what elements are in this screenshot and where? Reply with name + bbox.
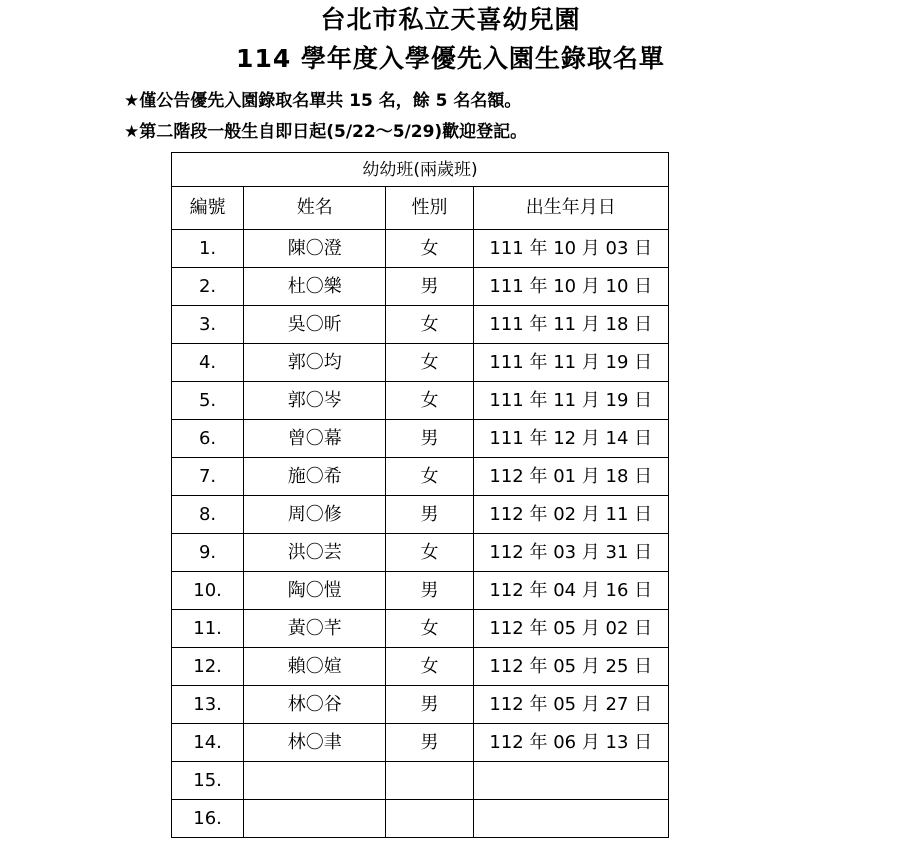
cell-birthdate: 112 年 05 月 27 日 — [473, 686, 668, 724]
cell-gender: 男 — [386, 420, 473, 458]
table-header-row — [172, 187, 669, 230]
table-row — [172, 420, 669, 458]
notice-registration: ★第二階段一般生自即日起(5/22～5/29)歡迎登記。 — [124, 122, 528, 142]
cell-number: 12. — [172, 648, 244, 686]
table-row — [172, 230, 669, 268]
cell-name — [244, 762, 386, 800]
cell-birthdate: 112 年 05 月 02 日 — [473, 610, 668, 648]
table-row — [172, 382, 669, 420]
cell-name: 吳〇昕 — [244, 306, 386, 344]
cell-birthdate: 112 年 02 月 11 日 — [473, 496, 668, 534]
cell-gender: 女 — [386, 648, 473, 686]
cell-number: 1. — [172, 230, 244, 268]
header-birthdate: 出生年月日 — [473, 187, 668, 230]
table-row — [172, 306, 669, 344]
cell-gender: 女 — [386, 534, 473, 572]
admission-table — [171, 152, 669, 838]
cell-number: 11. — [172, 610, 244, 648]
header-name: 姓名 — [244, 187, 386, 230]
notice-quota: ★僅公告優先入園錄取名單共 15 名，餘 5 名名額。 — [124, 91, 522, 111]
header-gender: 性別 — [386, 187, 473, 230]
page-subtitle: 114 學年度入學優先入園生錄取名單 — [236, 44, 665, 73]
cell-gender: 男 — [386, 724, 473, 762]
table-row — [172, 724, 669, 762]
cell-birthdate: 112 年 05 月 25 日 — [473, 648, 668, 686]
cell-gender: 女 — [386, 230, 473, 268]
table-row — [172, 496, 669, 534]
cell-name: 林〇谷 — [244, 686, 386, 724]
cell-birthdate — [473, 762, 668, 800]
table-row — [172, 762, 669, 800]
cell-gender: 女 — [386, 382, 473, 420]
cell-name: 陳〇澄 — [244, 230, 386, 268]
cell-gender: 女 — [386, 458, 473, 496]
cell-number: 4. — [172, 344, 244, 382]
cell-number: 3. — [172, 306, 244, 344]
cell-number: 8. — [172, 496, 244, 534]
cell-name: 杜〇樂 — [244, 268, 386, 306]
table-row — [172, 458, 669, 496]
cell-gender: 女 — [386, 610, 473, 648]
table-row — [172, 800, 669, 838]
header-number: 編號 — [172, 187, 244, 230]
cell-birthdate: 111 年 11 月 19 日 — [473, 344, 668, 382]
cell-gender: 女 — [386, 306, 473, 344]
table-caption-row — [172, 153, 669, 187]
cell-name: 黃〇芊 — [244, 610, 386, 648]
cell-birthdate: 112 年 01 月 18 日 — [473, 458, 668, 496]
cell-number: 5. — [172, 382, 244, 420]
cell-birthdate: 111 年 11 月 18 日 — [473, 306, 668, 344]
cell-number: 16. — [172, 800, 244, 838]
cell-gender: 女 — [386, 344, 473, 382]
cell-number: 2. — [172, 268, 244, 306]
cell-name: 洪〇芸 — [244, 534, 386, 572]
table-row — [172, 344, 669, 382]
table-row — [172, 572, 669, 610]
cell-gender — [386, 800, 473, 838]
cell-birthdate: 112 年 04 月 16 日 — [473, 572, 668, 610]
cell-number: 13. — [172, 686, 244, 724]
cell-birthdate: 111 年 11 月 19 日 — [473, 382, 668, 420]
cell-number: 7. — [172, 458, 244, 496]
table-row — [172, 610, 669, 648]
cell-name: 陶〇愷 — [244, 572, 386, 610]
cell-name: 周〇修 — [244, 496, 386, 534]
cell-name: 林〇聿 — [244, 724, 386, 762]
table-body — [172, 230, 669, 838]
cell-birthdate: 112 年 03 月 31 日 — [473, 534, 668, 572]
page-title: 台北市私立天喜幼兒園 — [320, 5, 581, 34]
cell-number: 10. — [172, 572, 244, 610]
cell-birthdate: 111 年 12 月 14 日 — [473, 420, 668, 458]
cell-gender — [386, 762, 473, 800]
cell-gender: 男 — [386, 686, 473, 724]
cell-gender: 男 — [386, 268, 473, 306]
cell-birthdate: 111 年 10 月 10 日 — [473, 268, 668, 306]
table-row — [172, 686, 669, 724]
table-row — [172, 268, 669, 306]
cell-number: 14. — [172, 724, 244, 762]
cell-birthdate: 111 年 10 月 03 日 — [473, 230, 668, 268]
cell-number: 15. — [172, 762, 244, 800]
cell-birthdate: 112 年 06 月 13 日 — [473, 724, 668, 762]
cell-number: 6. — [172, 420, 244, 458]
cell-name: 郭〇均 — [244, 344, 386, 382]
cell-name: 賴〇媗 — [244, 648, 386, 686]
class-caption: 幼幼班(兩歲班) — [172, 153, 669, 187]
cell-name: 郭〇岑 — [244, 382, 386, 420]
table-row — [172, 648, 669, 686]
cell-gender: 男 — [386, 496, 473, 534]
table-row — [172, 534, 669, 572]
cell-gender: 男 — [386, 572, 473, 610]
cell-name: 施〇希 — [244, 458, 386, 496]
cell-name — [244, 800, 386, 838]
cell-birthdate — [473, 800, 668, 838]
cell-name: 曾〇幕 — [244, 420, 386, 458]
cell-number: 9. — [172, 534, 244, 572]
